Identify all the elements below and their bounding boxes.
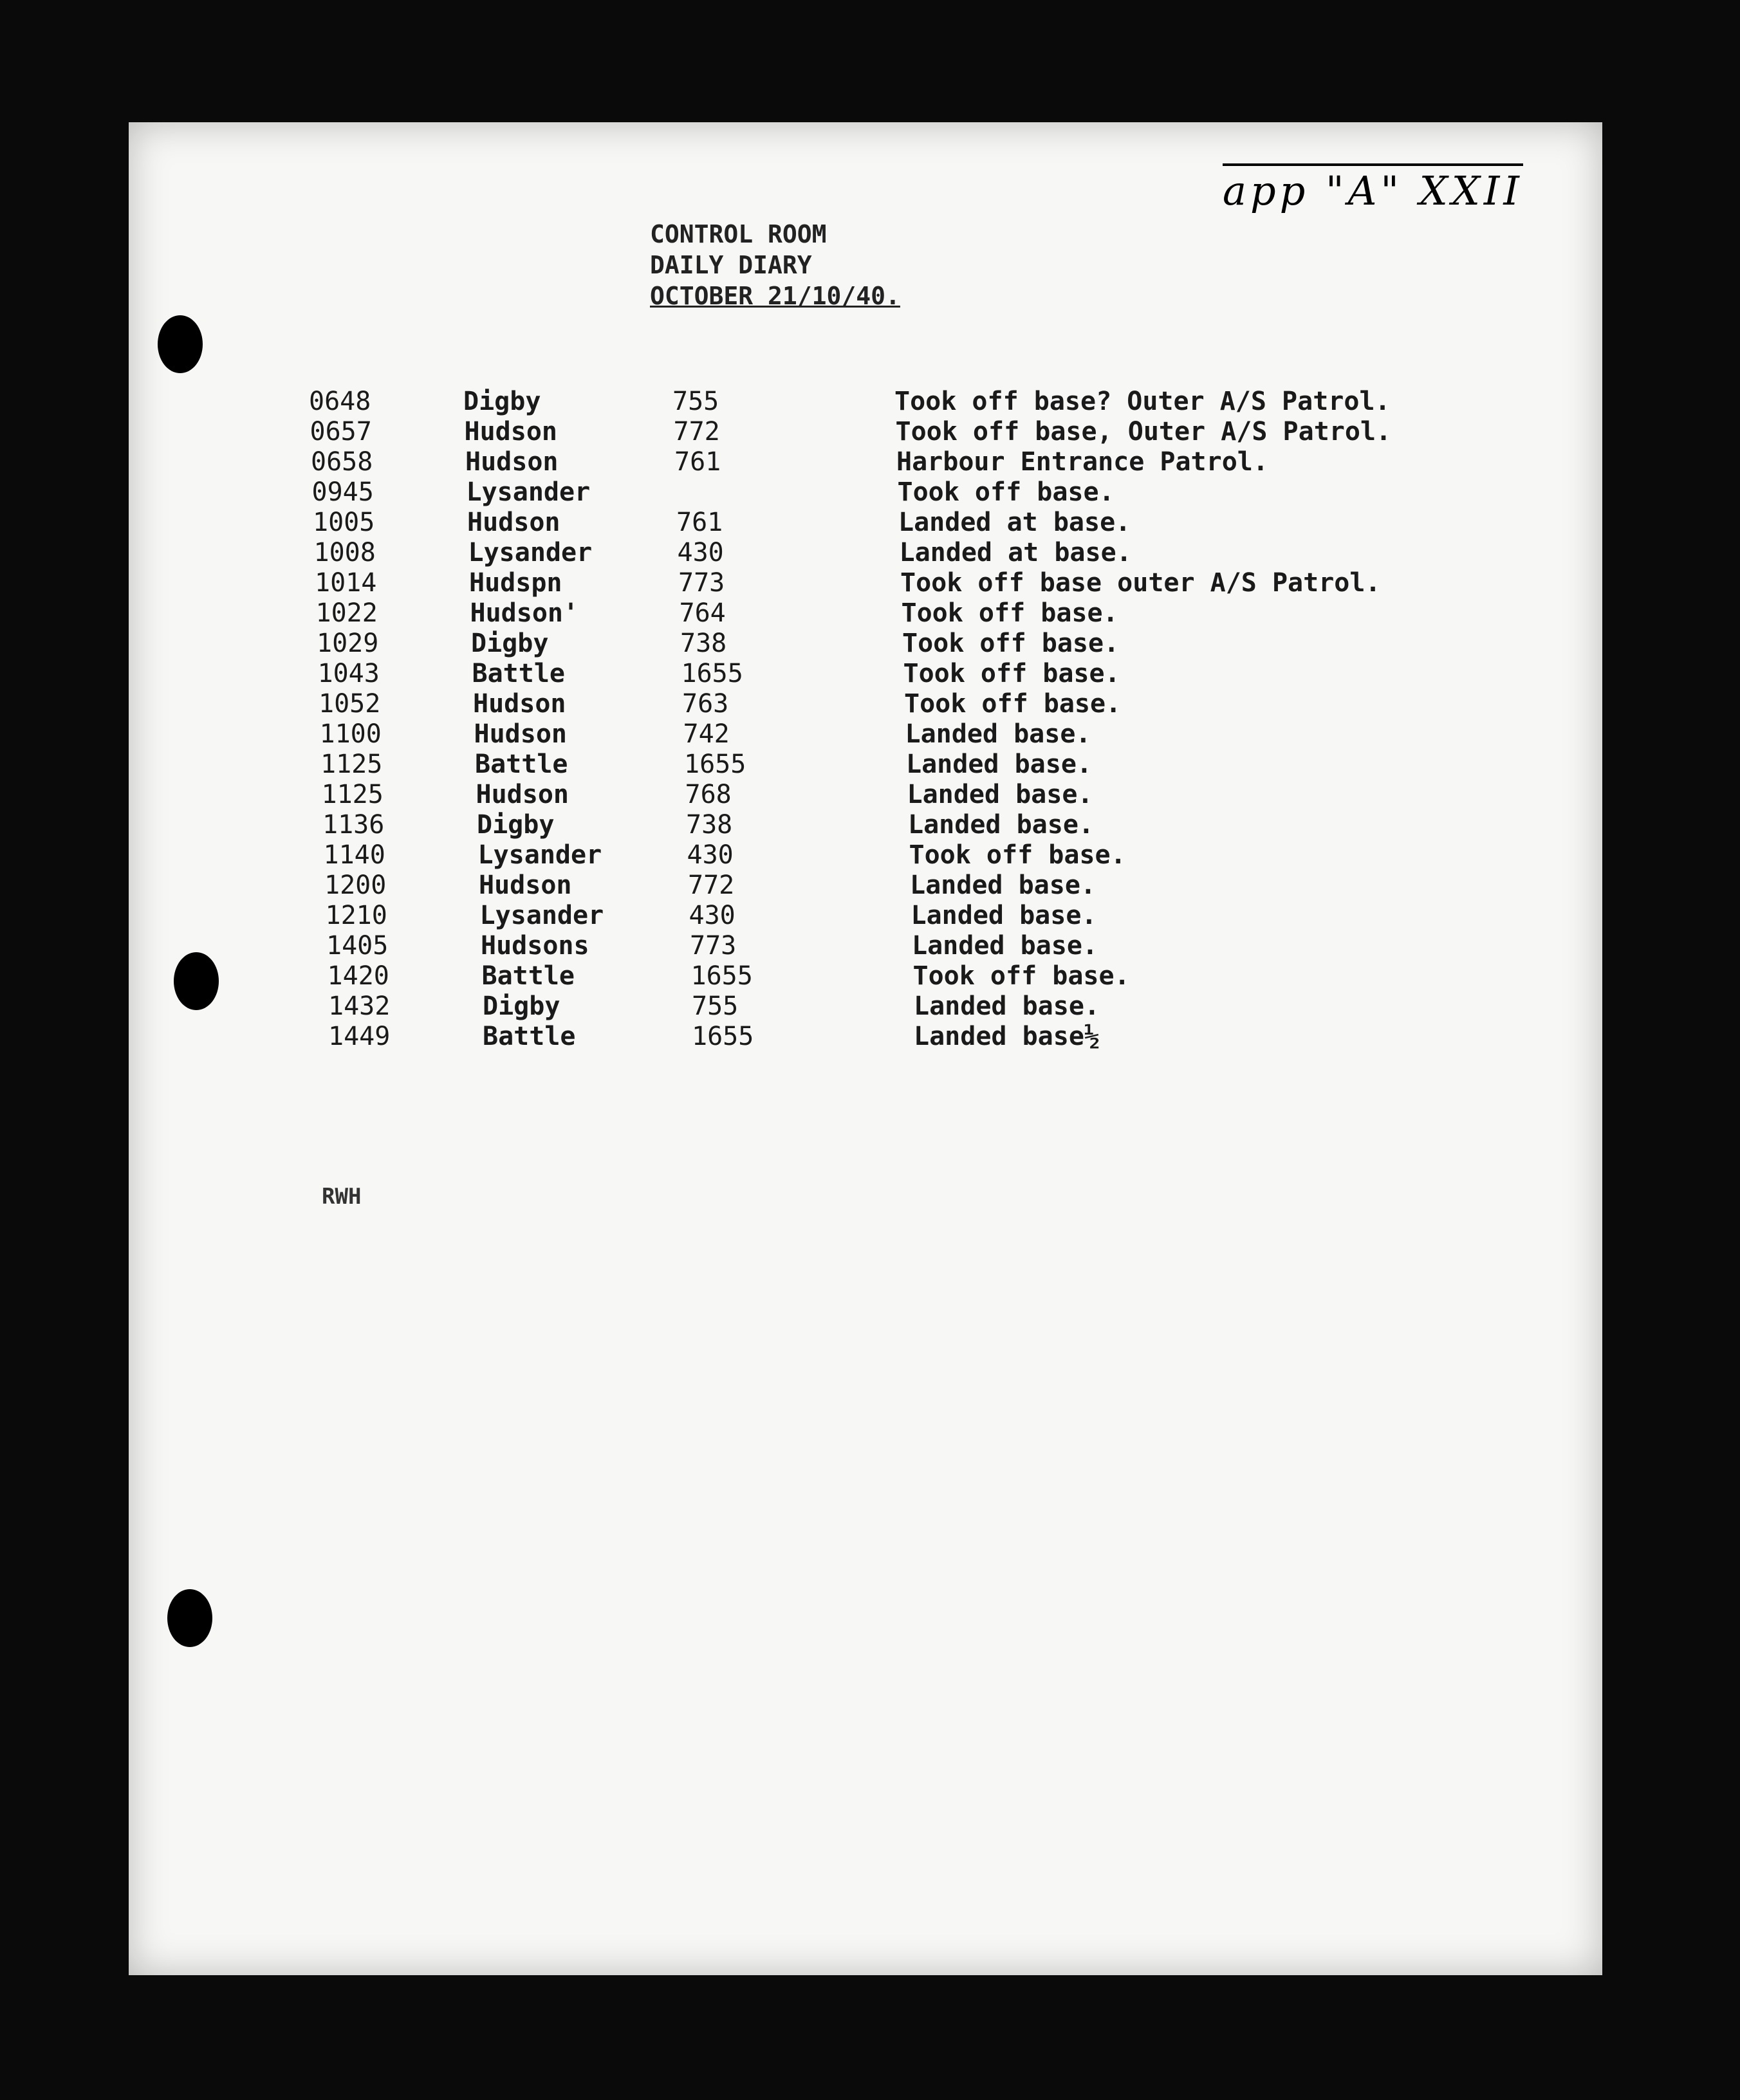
entry-time: 1014 xyxy=(315,568,377,598)
entry-number: 764 xyxy=(679,598,726,628)
entry-number: 430 xyxy=(677,538,724,567)
entry-time: 1029 xyxy=(317,629,379,658)
entry-event: Took off base. xyxy=(901,598,1118,628)
entry-aircraft: Lysander xyxy=(466,477,591,507)
entry-time: 1140 xyxy=(323,840,385,870)
header-title: CONTROL ROOM xyxy=(650,220,827,248)
entry-number: 763 xyxy=(682,689,729,719)
entry-number: 768 xyxy=(685,780,732,809)
entry-number: 738 xyxy=(686,810,733,840)
entry-aircraft: Lysander xyxy=(479,901,604,930)
entry-aircraft: Hudson' xyxy=(470,598,579,628)
entry-time: 1043 xyxy=(317,659,380,688)
entry-time: 1405 xyxy=(326,931,389,961)
entry-time: 1136 xyxy=(322,810,385,840)
entry-event: Landed at base. xyxy=(899,538,1132,567)
entry-event: Landed base. xyxy=(910,870,1096,900)
entry-number: 772 xyxy=(673,417,720,447)
diary-header xyxy=(650,219,900,311)
entry-time: 1008 xyxy=(313,538,376,567)
entry-time: 0945 xyxy=(311,477,374,507)
entry-time: 1200 xyxy=(324,870,387,900)
entry-number: 430 xyxy=(687,840,734,870)
document-page xyxy=(129,122,1602,1975)
entry-number: 761 xyxy=(674,447,721,477)
entry-event: Landed base. xyxy=(907,780,1093,809)
entry-event: Landed base. xyxy=(914,991,1100,1021)
entry-event: Landed base. xyxy=(912,931,1098,961)
entry-time: 0657 xyxy=(310,417,372,447)
entry-time: 1449 xyxy=(328,1022,391,1051)
header-subtitle: DAILY DIARY xyxy=(650,251,812,279)
entry-aircraft: Battle xyxy=(481,961,575,991)
entry-number: 1655 xyxy=(690,961,753,991)
entry-aircraft: Lysander xyxy=(468,538,593,567)
entry-aircraft: Digby xyxy=(463,387,541,416)
entry-event: Took off base. xyxy=(904,689,1122,719)
entry-number: 773 xyxy=(678,568,725,598)
entry-time: 1022 xyxy=(315,598,378,628)
signature-initials: RWH xyxy=(322,1184,362,1210)
entry-event: Landed base½ xyxy=(914,1022,1100,1051)
entry-aircraft: Hudspn xyxy=(469,568,562,598)
entry-number: 1655 xyxy=(681,659,743,688)
entry-event: Took off base outer A/S Patrol. xyxy=(900,568,1381,598)
header-date: OCTOBER 21/10/40. xyxy=(650,282,900,310)
entry-number: 755 xyxy=(692,991,739,1021)
entry-event: Took off base? Outer A/S Patrol. xyxy=(894,387,1391,416)
entry-event: Took off base. xyxy=(902,629,1120,658)
entry-event: Landed base. xyxy=(908,810,1094,840)
entry-time: 1125 xyxy=(321,780,384,809)
entry-aircraft: Hudsons xyxy=(481,931,589,961)
entry-time: 1210 xyxy=(325,901,387,930)
entry-event: Harbour Entrance Patrol. xyxy=(896,447,1268,477)
entry-aircraft: Digby xyxy=(471,629,549,658)
entry-aircraft: Hudson xyxy=(464,417,557,447)
entry-event: Took off base. xyxy=(903,659,1120,688)
entry-event: Landed base. xyxy=(911,901,1097,930)
entry-aircraft: Hudson xyxy=(465,447,559,477)
entry-aircraft: Battle xyxy=(475,750,568,779)
handwritten-annotation: app "A" XXII xyxy=(1223,167,1523,214)
entry-time: 1125 xyxy=(320,750,383,779)
entry-time: 0658 xyxy=(311,447,373,477)
entry-aircraft: Hudson xyxy=(473,689,566,719)
entry-time: 1005 xyxy=(313,508,375,537)
entry-number: 773 xyxy=(690,931,737,961)
entry-aircraft: Battle xyxy=(472,659,565,688)
entry-aircraft: Hudson xyxy=(476,780,569,809)
entry-aircraft: Lysander xyxy=(477,840,602,870)
punch-hole-bottom xyxy=(167,1589,212,1647)
entry-event: Landed base. xyxy=(906,750,1092,779)
entry-aircraft: Hudson xyxy=(474,719,567,749)
entry-event: Landed base. xyxy=(905,719,1091,749)
entry-number: 1655 xyxy=(684,750,746,779)
entry-event: Took off base. xyxy=(912,961,1130,991)
entry-time: 1432 xyxy=(328,991,391,1021)
entry-time: 1100 xyxy=(319,719,382,749)
entry-number: 738 xyxy=(680,629,727,658)
entry-number: 1655 xyxy=(692,1022,754,1051)
entry-time: 0648 xyxy=(309,387,371,416)
entry-number: 761 xyxy=(676,508,723,537)
entry-number: 772 xyxy=(688,870,735,900)
entry-aircraft: Hudson xyxy=(479,870,572,900)
entry-event: Landed at base. xyxy=(898,508,1131,537)
entry-event: Took off base. xyxy=(909,840,1126,870)
entry-event: Took off base. xyxy=(897,477,1115,507)
entry-event: Took off base, Outer A/S Patrol. xyxy=(895,417,1392,447)
entry-aircraft: Hudson xyxy=(467,508,560,537)
entry-number: 742 xyxy=(683,719,730,749)
entry-number: 755 xyxy=(672,387,719,416)
entry-aircraft: Digby xyxy=(483,991,560,1021)
entry-time: 1420 xyxy=(327,961,389,991)
entry-time: 1052 xyxy=(319,689,381,719)
entry-aircraft: Digby xyxy=(477,810,555,840)
entry-number: 430 xyxy=(689,901,736,930)
punch-hole-middle xyxy=(174,952,219,1010)
punch-hole-top xyxy=(158,315,203,373)
entry-aircraft: Battle xyxy=(483,1022,576,1051)
